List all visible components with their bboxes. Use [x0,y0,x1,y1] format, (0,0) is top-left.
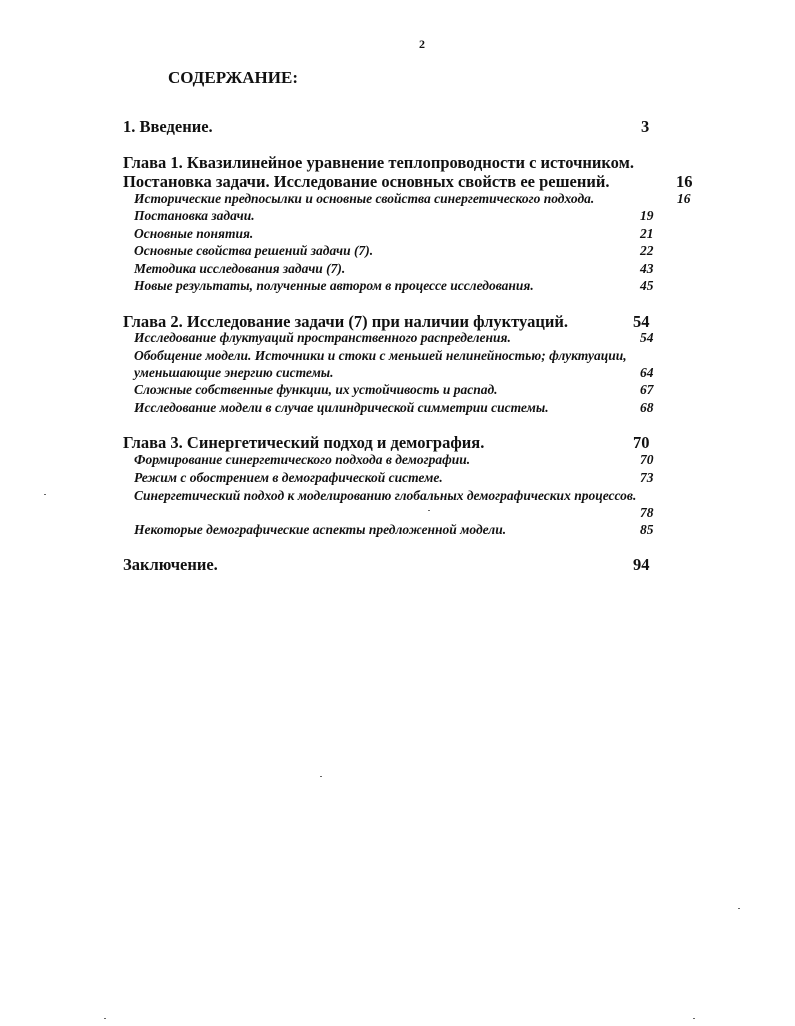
toc-intro-page: 3 [641,117,650,136]
chapter1-item-page: 16 [677,191,691,206]
toc-conclusion-label: Заключение. [123,555,218,574]
chapter2-page: 54 [633,312,650,331]
scan-speck [428,510,430,511]
chapter2-item-label: уменьшающие энергию системы. [134,365,334,380]
chapter1-item-page: 19 [640,208,654,223]
chapter1-item-page: 22 [640,243,654,258]
toc-conclusion-page: 94 [633,555,650,574]
chapter1-item-page: 43 [640,261,654,276]
chapter3-item-page: 73 [640,470,654,485]
chapter1-item-label: Новые результаты, полученные автором в процессе исследования. [134,278,534,293]
chapter2-item-page: 54 [640,330,654,345]
chapter3-page: 70 [633,433,650,452]
chapter1-item-page: 21 [640,226,654,241]
chapter1-item-label: Основные понятия. [134,226,254,241]
chapter1-page: 16 [676,172,693,191]
chapter3-item-page: 78 [640,505,654,520]
chapter2-item-page: 67 [640,382,654,397]
chapter3-item-label: Некоторые демографические аспекты предложенной модели. [134,522,507,537]
chapter3-item-page: 70 [640,452,654,467]
chapter2-item-page: 64 [640,365,654,380]
chapter2-item-page: 68 [640,400,654,415]
chapter1-heading-line2: Постановка задачи. Исследование основных свойств ее решений. [123,172,610,191]
chapter1-item-page: 45 [640,278,654,293]
chapter3-item-label: Формирование синергетического подхода в демографии. [134,452,471,467]
scan-speck [320,776,322,777]
chapter3-item-page: 85 [640,522,654,537]
scan-speck [738,908,740,909]
chapter1-item-label: Основные свойства решений задачи (7). [134,243,374,258]
toc-title: СОДЕРЖАНИЕ: [168,68,299,87]
page-number: 2 [419,37,425,51]
chapter1-heading-line1: Глава 1. Квазилинейное уравнение теплопроводности с источником. [123,153,634,172]
chapter1-item-label: Методика исследования задачи (7). [134,261,346,276]
chapter2-item-label: Исследование флуктуаций пространственного распределения. [134,330,511,345]
chapter1-item-label: Исторические предпосылки и основные свойства синергетического подхода. [134,191,595,206]
toc-intro-label: 1. Введение. [123,117,213,136]
scan-speck [104,1018,106,1019]
scan-speck [693,1018,695,1019]
chapter2-item-label: Исследование модели в случае цилиндрической симметрии системы. [134,400,549,415]
chapter3-item-label: Режим с обострением в демографической системе. [134,470,443,485]
chapter3-item-label: Синергетический подход к моделированию глобальных демографических процессов. [134,488,637,503]
chapter3-heading: Глава 3. Синергетический подход и демография. [123,433,485,452]
chapter1-item-label: Постановка задачи. [134,208,255,223]
chapter2-item-label: Сложные собственные функции, их устойчивость и распад. [134,382,498,397]
scan-speck [44,494,46,495]
chapter2-heading: Глава 2. Исследование задачи (7) при наличии флуктуаций. [123,312,568,331]
chapter2-item-label: Обобщение модели. Источники и стоки с меньшей нелинейностью; флуктуации, [134,348,627,363]
